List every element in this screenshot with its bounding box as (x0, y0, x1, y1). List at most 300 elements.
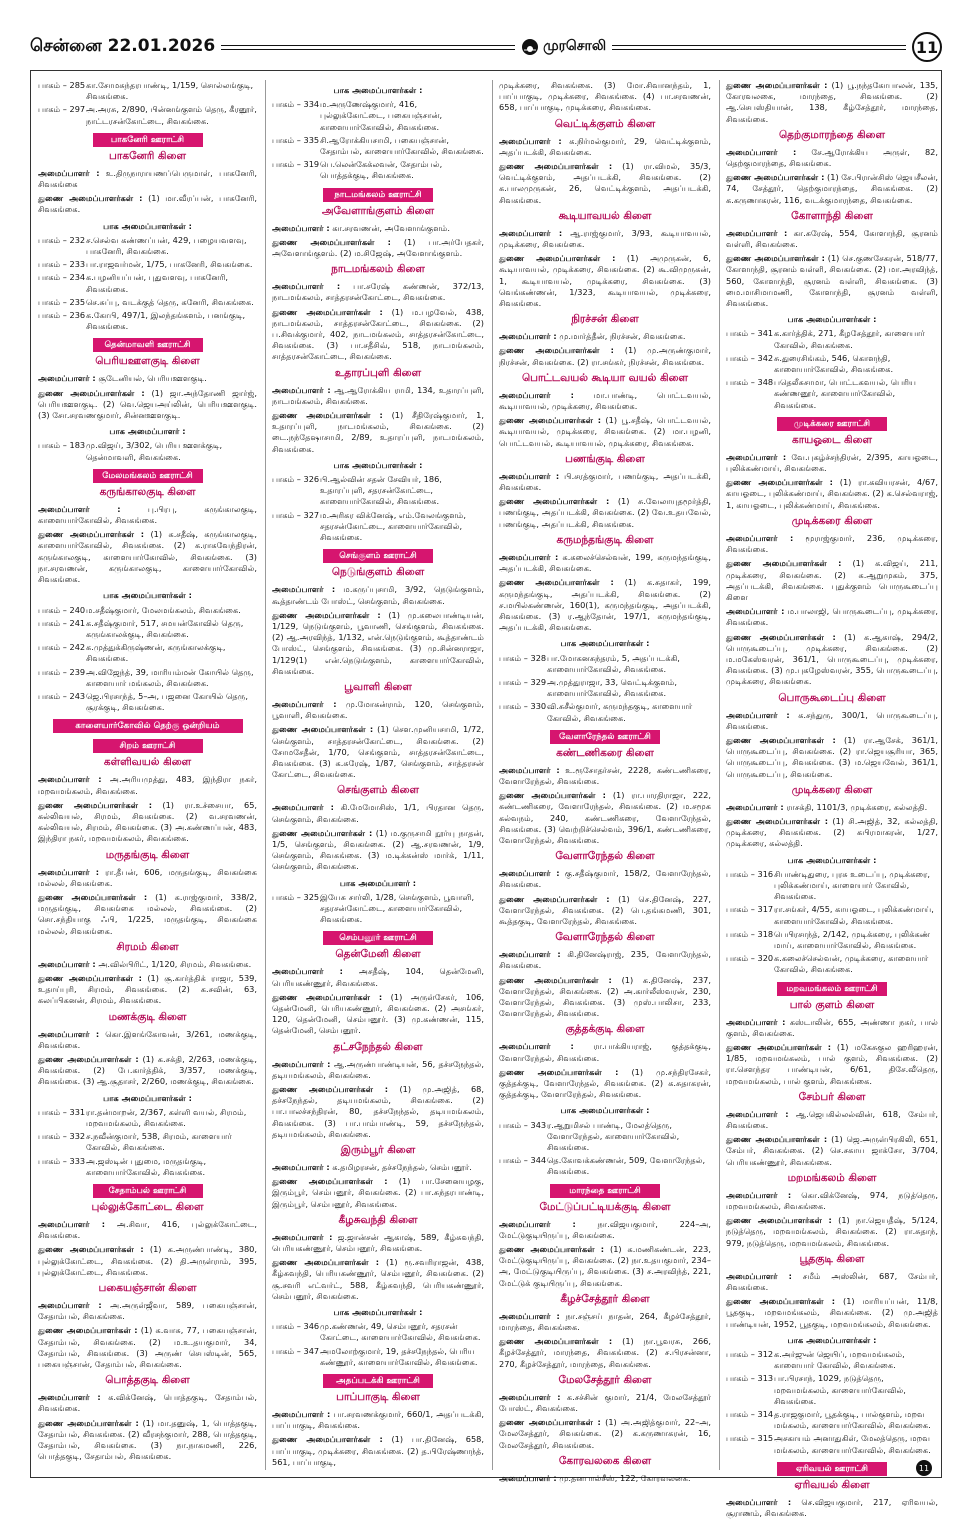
booth-organiser: சி.ஆரோக்கியசாமி, பகையஞ்சான், சேதாம்பல், காளையார்கோவில், சிவகங்கை. (320, 134, 484, 157)
branch-heading: உதாரப்புளி கிளை (334, 366, 422, 379)
organiser-entry (272, 1232, 484, 1254)
rising-sun-icon (521, 38, 539, 56)
masthead-rule (221, 45, 515, 50)
role-label: துணை அமைப்பாளர்கள் : (726, 1296, 836, 1307)
booth-entry (726, 1349, 938, 1371)
booth-number: பாகம் – 297 (38, 104, 86, 115)
organiser-entry (499, 331, 711, 342)
booth-number: பாகம் – 346 (272, 1321, 320, 1332)
organiser-details: (1) அ.அஜித்குமார், 22–அ, மேலசேத்தூர், சிவகங்கை. (2) க.கருணாகரன், 16, மேலசேத்தூர், சிவகங்கை. (499, 1417, 712, 1450)
organiser-details: ம.கருப்புசாமி, 3/92, நெடுங்குளம், கூத்தாண்டம் போஸ்ட், செங்குளம், சிவகங்கை. (272, 584, 484, 606)
role-label: அமைப்பாளர் : (726, 1016, 786, 1027)
organiser-entry (272, 307, 484, 363)
booth-entry (38, 104, 257, 126)
role-label: அமைப்பாளர் : (726, 146, 797, 157)
role-label: துணை அமைப்பாளர்கள் : (726, 253, 825, 264)
panchayat-heading: செங்குளம் ஊராட்சி (323, 549, 433, 563)
role-label: அமைப்பாளர் : (272, 384, 331, 395)
role-label: துணை அமைப்பாளர்கள் : (38, 972, 142, 983)
organiser-entry (726, 477, 938, 511)
booth-number: பாகம் – 347 (272, 1345, 320, 1356)
booth-entry (726, 1433, 938, 1455)
booth-organiser: பெபிரசாந்த், 2/142, முடிக்கரை, புலிக்கண் மாய், காளையார்கோவில், சிவகங்கை. (774, 928, 931, 950)
role-label: துணை அமைப்பாளர்கள் : (499, 577, 614, 588)
entry-continuation: முடிக்கரை, சிவகங்கை. (3) மோ.சிவானந்தம், 1, பாப்பாகுடி, முடிக்கரை, சிவகங்கை. (4) பா.சரவணன், 658, பாப்பாகுடி, முடிக்கரை, சிவகங்கை. (499, 80, 711, 113)
branch-heading: கள்ளிவயல் கிளை (103, 756, 192, 769)
booth-organiser: பெ.லென்கேக்லவன், சேதாம்பல், பொத்தக்குடி, சிவகங்கை. (320, 159, 443, 181)
role-label: துணை அமைப்பாளர்கள் : (272, 827, 373, 838)
role-label: துணை அமைப்பாளர்கள் : (499, 790, 606, 801)
role-label: அமைப்பாளர் : (726, 1496, 792, 1507)
booth-organiser: மு.விஜய், 3/302, பெரிய ஊளக்குடி, தென்மாவளி, சிவகங்கை. (86, 440, 223, 462)
role-label: அமைப்பாளர் : (726, 1189, 792, 1200)
booth-entry (38, 310, 257, 332)
organiser-details: கி.தினேஷ்ராஜ், 235, வேளாரேந்தல், சிவகங்கை. (499, 949, 711, 971)
branch-heading: பூவாளி கிளை (344, 680, 412, 693)
booth-number: பாகம் – 330 (499, 701, 547, 712)
branch-heading: இரும்பூர் கிளை (340, 1144, 416, 1157)
role-label: துணை அமைப்பாளர்கள் : (38, 891, 148, 902)
role-label: துணை அமைப்பாளர்கள் : (499, 253, 616, 264)
booth-organiser: க.அர்ஜுன் ஜெயிப், மறவமங்கலம், காளையார் கோவில், சிவகங்கை. (774, 1349, 905, 1371)
role-label: அமைப்பாளர் : (499, 764, 560, 775)
role-label: அமைப்பாளர் : (499, 949, 561, 960)
organiser-details: (1) செ.தினேஷ், 227, வேளாரேந்தல், சிவகங்கை. (2) பெ.தங்கமணி, 301, கூத்தகுடி, வேளாரேந்தல், சிவகங்கை. (499, 893, 711, 926)
organiser-entry (499, 161, 711, 206)
organiser-details: செ.விஜயகுமார், 217, ஏரிவயல், சூராணம், சிவகங்கை. (726, 1496, 938, 1519)
branch-heading: பொருகூடைப்பு கிளை (778, 691, 886, 704)
organiser-details: ஆ.ஆரோக்கிய ராமி, 134, உதாரப்புளி, நாடமங்கலம், சிவகங்கை. (272, 384, 484, 406)
panchayat-heading: நாடமங்கலம் ஊராட்சி (323, 188, 433, 202)
booth-organiser: அ.விஜேந்த், 39, மாரியம்மன் கோயில் தெரு, காளையார் மங்கலம், சிவகங்கை. (86, 666, 254, 688)
organiser-details: (1) மகேசுகுல ஹரிஹரன், 1/85, மறவமங்கலம், பால் குளம், சிவகங்கை. (2) ரா.செளந்தர பாண்டியன், 6/61, திசே.வீதெரு, மறவமங்கலம், பால் குளம், சிவகங்கை. (726, 1042, 938, 1086)
booth-number: பாகம் – 318 (726, 928, 774, 939)
booth-number: பாகம் – 239 (38, 666, 86, 677)
organiser-entry (38, 1325, 257, 1370)
role-label: அமைப்பாளர் : (38, 373, 96, 384)
panchayat-heading: சிறம் ஊராட்சி (93, 739, 203, 753)
booth-entry (38, 297, 257, 308)
booth-organiser: வி.சுசீல்குமார், கருமந்தகுடி, காளையார் கோவில், சிவகங்கை. (547, 701, 693, 723)
organiser-entry (499, 975, 711, 1020)
column-1 (38, 80, 257, 1470)
organiser-entry (726, 1017, 938, 1039)
organiser-entry (272, 828, 484, 873)
organiser-entry (726, 1296, 938, 1330)
booth-entry (272, 135, 484, 157)
organiser-details: (1) க.தினேஷ், 237, வேளாரேந்தல், சிவகங்கை. (2) அ.கார்லீஸ்வரன், 230, வேளாரேந்தல், சிவகங்கை. (3) முஸ்.பாலிசா, 233, வேளாரேந்தல், சிவகங்கை. (499, 974, 711, 1019)
organiser-details: (1) ரா.ஆசேக், 361/1, பொருகூடைப்பு, சிவகங்கை. (2) ரா.ஜெயசூரியா, 365, பொருகூடைப்பு, சிவகங்கை. (3) ம.ஜெயவேல், 361/1, பொருகூடைப்பு, சிவகங்கை. (726, 734, 938, 779)
booth-organiser: அ.அரசு, 2/890, பின்னங்குளம் தெரு, கீரனூர், நாட்டரசன்கோட்டை, சிவகங்கை. (86, 104, 257, 126)
booth-number: பாகம் – 334 (272, 99, 320, 110)
booth-organiser: ச.செல்வ கண்ணப்பன், 429, பழையவளவு, பாகனேரி, சிவகங்கை. (86, 234, 247, 257)
booth-number: பாகம் – 234 (38, 272, 86, 283)
organiser-entry (272, 281, 484, 303)
role-label: துணை அமைப்பாளர்கள் : (726, 815, 828, 826)
organiser-details: மு.தனபால்சீஸ், 122, கோரவலகை. (559, 1472, 691, 1483)
role-label: அமைப்பாளர் : (499, 551, 559, 562)
organiser-details: (1) மு.கலைபாண்டியன், 1/129, நெடுங்குளம், பூவாணி, செங்குளம், சிவகங்கை. (2) ஆ.அரவிந்த், 1/132, என்.நெடுங்குளம், கூத்தாண்டம் போஸ்ட், செங்குளம், சிவகங்கை. (3) மு.சின்னராஜா, 1/129(1) என்.நெடுங்குளம், காளையார்கோவில், சிவகங்கை. (272, 609, 485, 676)
organiser-details: மா.பாண்டி, பொட்டவயல், கூடியாவயல், முடிக்கரை, சிவகங்கை. (499, 389, 711, 412)
branch-heading: மேலசேத்தூர் கிளை (558, 1373, 652, 1386)
panchayat-heading: பாகனேரி ஊராட்சி (93, 133, 203, 147)
branch-heading: பாப்பாகுடி கிளை (336, 1391, 420, 1404)
booth-organiser: க.கலைச்செல்வன், முடிக்கரை, காளையார் கோவில், சிவகங்கை. (774, 953, 929, 975)
booth-number: பாகம் – 333 (38, 1155, 86, 1166)
role-label: துணை அமைப்பாளர்கள் : (726, 172, 825, 183)
organiser-entry (38, 168, 257, 190)
role-label: துணை அமைப்பாளர்கள் : (272, 1176, 388, 1187)
booth-organiser: அ.ஜஸ்டின் புதுமை, மருதங்குடி, காளையார்கோவில், சிவகங்கை. (86, 1155, 207, 1177)
branch-heading: கண்டணிகரை கிளை (556, 746, 654, 759)
organiser-details: (1) க.வாசு, 77, பகையஞ்சான், சேதாம்பல், சிவகங்கை. (2) ம.உ.தயகுமார், 34, சேதாம்பல், சிவகங்கை. (3) அருண் செபஸ்டின், 565, பகையஞ்சான், சேதாம்பல், சிவகங்கை. (38, 1325, 257, 1370)
booth-entry (726, 1373, 938, 1407)
booth-organiser: தெ.கோவக்கண்ணன், 509, வேளாரேந்தல், சிவகங்கை. (547, 1155, 706, 1177)
booth-entry (499, 701, 711, 723)
organiser-details: அ.அரியமுத்து, 483, இந்திரா நகர், மறவமங்கலம், சிவகங்கை. (38, 774, 257, 796)
role-label: துணை அமைப்பாளர்கள் : (272, 1084, 389, 1094)
organiser-entry (726, 80, 938, 125)
organiser-details: க.விக்னேஷ், பொத்தகுடி, சேதாம்பல், சிவகங்கை. (38, 1392, 257, 1414)
role-label: அமைப்பாளர் : (272, 1162, 330, 1173)
organiser-details: (1) சீதிரேஷ்குமார், 1, உதாரப்புளி, நாடமங்கலம், சிவகங்கை. (2) டை.நந்தேஷாசாமி, 2/89, உதாரப்புளி, நாடமங்கலம், சிவகங்கை. (272, 410, 484, 454)
role-label: துணை அமைப்பாளர்கள் : (38, 1417, 139, 1428)
organiser-details: ஆ.அருண்பாண்டியன், 56, தச்சநேந்தல், தடியமங்கலம், சிவகங்கை. (272, 1058, 484, 1080)
booth-entry (272, 1346, 484, 1368)
organiser-details: பா.சரேஷ் கண்ணன், 372/13, நாடமங்கலம், சாத்தரசன்கோட்டை, சிவகங்கை. (272, 281, 484, 303)
organiser-details: க.சச்சின் குமார், 21/4, மேலசேத்தூர் போஸ்ட், சிவகங்கை. (499, 1391, 711, 1414)
role-label: அமைப்பாளர் : (499, 1472, 557, 1483)
organiser-entry (499, 1336, 711, 1370)
organiser-entry (726, 710, 938, 732)
booth-organisers-heading: பாக அமைப்பாளர்கள் : (787, 854, 877, 865)
role-label: அமைப்பாளர் : (726, 532, 794, 543)
booth-number: பாகம் – 315 (726, 1433, 774, 1444)
branch-heading: பெரியஊளகுடி கிளை (95, 355, 200, 368)
organiser-entry (38, 774, 257, 796)
role-label: அமைப்பாளர் : (38, 774, 102, 785)
organiser-details: க.தமிழரசன், தச்சநேந்தல், செம்பனூர். (332, 1162, 472, 1173)
booth-number: பாகம் – 316 (726, 868, 774, 879)
organiser-details: கி.மேமோசிஸ், 1/1, பிரதான தெரு, செங்குளம், சிவகங்கை. (272, 802, 484, 824)
role-label: துணை அமைப்பாளர்கள் : (38, 1325, 138, 1336)
branch-heading: முடிக்கரை கிளை (791, 514, 873, 527)
booth-entry (38, 642, 257, 664)
booth-organisers-heading: பாக அமைப்பாளர்கள் : (103, 590, 192, 601)
branch-heading: ஏரிவயல் கிளை (794, 1478, 870, 1491)
role-label: துணை அமைப்பாளர்கள் : (38, 799, 152, 810)
organiser-details: (1) ரூ.சவரிராஜன், 438, கீழ்சுவந்தி, பெரியகண்ணூர், செம்பனூர், சிவகங்கை. (2) சூ.சவரி எட்வர்ட், 588, கீழ்சுவந்தி, பெரியகண்ணூர், செம்பனூர், சிவகங்கை. (272, 1257, 484, 1301)
booth-number: பாகம் – 325 (272, 891, 320, 902)
panchayat-heading: மாரந்தை ஊராட்சி (550, 1184, 660, 1198)
role-label: அமைப்பாளர் : (726, 227, 788, 238)
organiser-details: (1) க.மணிகண்டன், 223, மேட்டுகுடியிருப்பு, சிவகங்கை. (2) நா.உதயகுமார், 234–அ, மேட்டுகுடியிருப்பு, சிவகங்கை. (3) ச.அரவிந்த், 221, மேட்டுக் குடியிருப்பு, சிவகங்கை. (499, 1244, 711, 1288)
organiser-entry (38, 1392, 257, 1414)
role-label: அமைப்பாளர் : (726, 606, 785, 617)
branch-heading: மருதங்குடி கிளை (105, 848, 190, 861)
organiser-entry (726, 632, 938, 688)
organiser-details: சூடேனியல், பெரியஊளகுடி. (98, 373, 207, 384)
organiser-details: (1) நா.பூவரசு, 266, கீழச்சேத்தூர், மாரந்தை, சிவகங்கை. (2) ச.பிரசன்னா, 270, கீழச்சேத்தூர், மாரந்தை, சிவகங்கை. (499, 1336, 711, 1369)
branch-heading: காயஓடை கிளை (792, 433, 872, 446)
organiser-entry (38, 504, 257, 526)
role-label: அமைப்பாளர் : (38, 167, 100, 178)
booth-organisers-heading: பாக அமைப்பாளர்கள் : (333, 459, 423, 470)
branch-heading: சிரமம் கிளை (116, 940, 179, 953)
organiser-entry (499, 390, 711, 412)
panchayat-heading: அதப்படக்கி ஊராட்சி (323, 1374, 433, 1388)
branch-heading: பணங்குடி கிளை (565, 452, 645, 465)
organiser-details: பி.சரத்குமார், பணங்குடி, அதப்படக்கி, சிவகங்கை. (499, 470, 711, 493)
organiser-details: (1) ம.குருசாமி நூர்யு நாதன், 1/5, செங்குளம், சிவகங்கை. (2) ஆ.சரவணன், 1/9, செங்குளம், சிவகங்கை. (3) ம.டிக்கன்ஸ் மார்க், 1/11, செங்குளம், சிவகங்கை. (272, 827, 484, 872)
organiser-entry (272, 610, 484, 677)
organiser-entry (499, 136, 711, 158)
organiser-entry (272, 1059, 484, 1081)
organiser-details: (1) மாரியப்பன், 11/8, பூதகுடி, மறவமங்கலம், சிவகங்கை. (2) மு.அஜித் பாண்டியன், 1952, பூதகுடி, மறவமங்கலம், சிவகங்கை. (726, 1296, 938, 1329)
role-label: அமைப்பாளர் : (499, 227, 563, 238)
role-label: துணை அமைப்பாளர்கள் : (38, 529, 145, 540)
organiser-details: (1) க.விஜய், 211, முடிக்கரை, சிவகங்கை. (2) க.ஆறுமுகம், 375, அதப்படக்கி, சிவகங்கை. புதுக்குளம் பொருகூடைப்பு கிளை (726, 558, 939, 602)
role-label: அமைப்பாளர் : (499, 1310, 560, 1321)
branch-heading: பூதகுடி கிளை (799, 1252, 865, 1265)
branch-heading: கோரவலகை கிளை (558, 1454, 652, 1467)
booth-entry (726, 953, 938, 975)
booth-number: பாகம் – 317 (726, 904, 774, 915)
role-label: அமைப்பாளர் : (38, 866, 100, 877)
organiser-details: ம.பாலாஜி, பொருகூடைப்பு, முடிக்கரை, சிவகங்கை. (726, 606, 938, 628)
booth-number: பாகம் – 329 (499, 676, 547, 687)
booth-organiser: பதெலீசுசாமா, பொட்டகவயல், பெரிய கண்ணனூர், காளையார்கோவில், சிவகங்கை. (774, 377, 917, 410)
role-label: துணை அமைப்பாளர்கள் : (726, 734, 836, 745)
booth-organiser: ரா.சங்கர், 4/55, காயஓடை, புலிக்கண்மாய், காளையார்கோவில், சிவகங்கை. (774, 904, 934, 926)
role-label: துணை அமைப்பாளர்கள் : (272, 724, 374, 735)
booth-number: பாகம் – 319 (272, 159, 320, 170)
booth-entry (726, 353, 938, 375)
organiser-details: (1) சூ.கார்த்திக் ராஜா, 539, உதாய்புரி, சிரமம், சிவகங்கை. (2) க.சவின், 63, கலப்பிகனன், சிரமம், சிவகங்கை. (38, 972, 257, 1006)
role-label: அமைப்பாளர் : (272, 1058, 331, 1069)
organiser-entry (499, 496, 711, 530)
role-label: துணை அமைப்பாளர்கள் : (499, 345, 614, 356)
role-label: அமைப்பாளர் : (499, 1041, 574, 1052)
booth-organisers-heading: பாக அமைப்பாளர் : (109, 426, 186, 437)
organiser-details: (1) பா.தினேஷ், 658, பாப்பாகுடி, முடிக்கரை, சிவகங்கை. (2) த.பிரேஷ்ணாந்த், 561, பாப்பாகுடி, (272, 1434, 484, 1467)
organiser-details: (1) பா.அர்பேதகர், அவேளாங்குளம். (2) ம.சிஜேஷ், அவேளாங்குளம். (272, 236, 485, 259)
panchayat-heading: வேளாரேந்தல் ஊராட்சி (550, 730, 660, 744)
role-label: துணை அமைப்பாளர்கள் : (499, 1244, 605, 1255)
organiser-details: ரா.தீபன், 606, மருதங்குடி, சிவகங்கை மல்லல், சிவகங்கை. (38, 866, 257, 888)
booth-organiser: பி.ஆல்வின் சதன் சேவியர், 186, உதாரப்புளி, சதரசன்கோட்டை, காளையார்கோவில், சிவகங்கை. (320, 474, 442, 507)
booth-number: பாகம் – 344 (499, 1155, 547, 1166)
organiser-entry (726, 452, 938, 474)
organiser-details: கு.சதீஷ்குமார், 158/2, வேளாரேந்தல், சிவகங்கை. (499, 868, 711, 890)
organiser-details: ராசக்தி, 1101/3, முடிக்கரை, கல்லத்தி. (786, 801, 928, 812)
organiser-entry (499, 577, 711, 633)
booth-number: பாகம் – 235 (38, 296, 86, 307)
branch-heading: வெட்டிக்குளம் கிளை (554, 117, 656, 130)
paper-name: முரசொலி (543, 38, 607, 54)
organiser-entry (38, 867, 257, 889)
organiser-details: (1) மா.தனுஷ், 1, பொத்தகுடி, சேதாம்பல், சிவகங்கை. (2) வீரசந்குமார், 288, பொத்தகுடி, சேதாம்பல், சிவகங்கை. (3) நா.நாகமணி, 226, பொத்தகுடி, சேதாம்பல், சிவகங்கை. (38, 1417, 257, 1462)
organiser-entry (499, 1219, 711, 1241)
role-label: அமைப்பாளர் : (726, 1108, 789, 1119)
organiser-details: நா.விஜயகுமார், 224–அ, மேட்டுகுடியிருப்பு, சிவகங்கை. (499, 1218, 711, 1240)
booth-organiser: க.முத்துக்கிருஷ்ணன், கருங்காலக்குடி, சிவகங்கை. (86, 642, 226, 664)
booth-organiser: ஜெ.பிரசாந்த், 5–அ, பஜனை கோயில் தெரு, சூரக்குடி, சிவகங்கை. (86, 690, 248, 713)
organiser-details: கொ.விக்னேஷ், 974, நடுத்தெரு, மறவமங்கலம், சிவகங்கை. (726, 1189, 938, 1212)
organiser-details: ஜ.ஜான்சன் ஆகாஷ், 589, கீழ்சுவந்தி, பெரியகண்ணூர், செம்பனூர், சிவகங்கை. (272, 1231, 484, 1254)
booth-number: பாகம் – 332 (38, 1131, 86, 1142)
organiser-details: சே.ஆரோக்கிய அருள், 82, தெற்குமாரந்தை, சிவகங்கை. (726, 146, 938, 169)
footer-page-number: 11 (916, 1460, 932, 1476)
organiser-entry (499, 949, 711, 971)
booth-entry (38, 1156, 257, 1178)
organiser-details: (1) க.ராஜ்குமார், 338/2, மருதங்குடி, சிவகங்கை மல்லல், சிவகங்கை. (2) சொ.சந்தியாகு ஃபி, 1/225, மருதங்குடி, சிவகங்கை மல்லல், சிவகங்கை. (38, 891, 257, 936)
booth-organisers-heading: பாக அமைப்பாளர்கள் : (560, 638, 650, 649)
branch-heading: அவேளாங்குளம் கிளை (321, 204, 435, 217)
organiser-entry (726, 1042, 938, 1087)
branch-heading: பொத்தகுடி கிளை (105, 1374, 190, 1387)
booth-organiser: இயேசு சார்லி, 1/28, செங்குளம், பூவாளி, சதரசன்கோட்டை, காளையார்கோவில், சிவகங்கை. (320, 891, 475, 925)
role-label: அமைப்பாளர் : (499, 470, 560, 481)
organiser-details: (1) க.சுதாகர், 199, கருமந்தங்குடி, அதப்படக்கி, சிவகங்கை. (2) ச.மயில்கண்ணன், 160(1), கருமந்தங்குடி, அதப்படக்கி, சிவகங்கை. (3) ர.ஆந்தோன், 197/1, கருமந்தங்குடி, அதப்படக்கி, சிவகங்கை. (499, 577, 711, 633)
organiser-entry (726, 228, 938, 250)
organiser-details: (1) ரா.உச்சையா, 65, கல்லிவயல், சிரமம், சிவகங்கை. (2) வ.சரவணன், கல்லிவயல், சிரமம், சிவகங்கை. (3) அ.கண்ணப்பன், 483, இந்திரா நகர், மறவமங்கலம், சிவகங்கை. (38, 799, 258, 844)
role-label: அமைப்பாளர் : (726, 709, 790, 720)
role-label: துணை அமைப்பாளர்கள் : (726, 1042, 831, 1052)
role-label: துணை அமைப்பாளர்கள் : (499, 1066, 619, 1077)
booth-organiser: ம.சதீஷ்குமார், மேலமங்கலம், சிவகங்கை. (86, 604, 241, 615)
role-label: துணை அமைப்பாளர்கள் : (726, 477, 833, 488)
role-label: அமைப்பாளர் : (272, 222, 330, 233)
organiser-entry (272, 410, 484, 455)
organiser-entry (499, 552, 711, 574)
organiser-entry (726, 558, 938, 603)
booth-number: பாகம் – 327 (272, 509, 320, 520)
panchayat-heading: சேதாம்பல் ஊராட்சி (93, 1184, 203, 1198)
organiser-details: க.சந்துரு, 300/1, பொருகூடைப்பு, சிவகங்கை. (726, 709, 938, 731)
article-columns (38, 80, 939, 1519)
role-label: துணை அமைப்பாளர்கள் : (272, 991, 383, 1002)
booth-organiser: ரா.தன்மாறன், 2/367, கள்ளி வயல், சிரமம், மறவமங்கலம், சிவகங்கை. (86, 1106, 247, 1128)
branch-heading: தென்மேனி கிளை (335, 948, 421, 961)
column-4 (719, 80, 939, 1519)
role-label: அமைப்பாளர் : (38, 1392, 101, 1403)
organiser-entry (726, 606, 938, 628)
role-label: அமைப்பாளர் : (38, 503, 121, 514)
organiser-entry (38, 959, 257, 970)
branch-heading: வேளாரேந்தல் கிளை (555, 931, 655, 944)
booth-entry (726, 377, 938, 411)
booth-organiser: அமலோற்குமார், 19, தச்சநேந்தல், பெரிய கண்ணூர், காளையார்கோவில், சிவகங்கை. (320, 1345, 478, 1367)
booth-organiser: த.ராஜகுமார், பூதக்குடி, பால்குளம், மறவ மங்கலம், காளையார்கோவில், சிவகங்கை. (774, 1409, 931, 1431)
booth-entry (272, 474, 484, 508)
organiser-entry (272, 237, 484, 259)
organiser-entry (272, 724, 484, 780)
organiser-entry (499, 894, 711, 928)
organiser-entry (726, 172, 938, 206)
organiser-details: (1) மு.அஜித், 68, தச்சநேந்தல், தடியமங்கலம், சிவகங்கை. (2) பா.பாலச்சந்திரன், 80, தச்சநேந்தல், தடியமங்கலம், சிவகங்கை. (3) பா.பாம்பாண்டி, 59, தச்சநேந்தல், தடியமங்கலம், சிவகங்கை. (272, 1084, 484, 1139)
booth-organiser: க.சதீஷ்குமார், 517, சமயன்கோவில் தெரு, கருங்காலக்குடி, சிவகங்கை. (86, 617, 244, 639)
organiser-entry (272, 1084, 484, 1140)
organiser-entry (499, 415, 711, 449)
booth-organiser: ம.அருணேஷ்குமார், 416, புல்லுக்கோட்டை, பகையஞ்சான், காளையார்கோவில், சிவகங்கை. (320, 99, 443, 132)
booth-organiser: பா.மோகனசுந்தரம், 5, அதப்படக்கி, காளையார்கோவில், சிவகங்கை. (547, 652, 680, 674)
organiser-entry (726, 1109, 938, 1131)
role-label: அமைப்பாளர் : (499, 331, 557, 342)
organiser-entry (272, 1409, 484, 1431)
booth-organiser: ச.நவீன்குமார், 538, சிரமம், காளையார் கோவில், சிவகங்கை. (86, 1131, 232, 1153)
organiser-entry (499, 228, 711, 250)
organiser-details: (1) ஜெ.அருள்பிரகிலி, 651, சேம்பர், சிவகங்கை. (2) செ.சகாய ஜாக்சோ, 3/704, பெரியகண்ணூர், சிவகங்கை. (726, 1134, 938, 1167)
organiser-details: பு.பிரபு, கருங்காலகுடி, காளையார்கோவில், சிவகங்கை. (38, 503, 257, 526)
paper-logo (521, 38, 606, 56)
page-number: 11 (912, 32, 942, 62)
organiser-entry (272, 1434, 484, 1468)
organiser-details: ரா.பாக்கியராஜ், குத்தக்குடி, வேளாரேந்தல், சிவகங்கை. (499, 1041, 711, 1063)
organiser-entry (726, 147, 938, 169)
organiser-entry (726, 816, 938, 850)
organiser-entry (726, 1497, 938, 1519)
organiser-details: (1) பூ.நந்தகோபாலன், 135, கோரவலகை, மாரந்தை, சிவகங்கை. (2) ஆ.செபஸ்தியான், 138, கீழ்சேத்தூர், மாரந்தை, சிவகங்கை. (726, 80, 938, 124)
branch-heading: மேட்டுப்பட்டியக்குடி கிளை (539, 1200, 671, 1213)
organiser-details: (1) சு.வேலாயுதமூர்த்தி, பணங்குடி, அதப்படக்கி, சிவகங்கை. (2) வே.உதயவேல், பணங்குடி, அதப்படக்கி, சிவகங்கை. (499, 496, 712, 529)
organiser-details: கொ.இளங்கோவன், 3/261, மணக்குடி, சிவகங்கை. (38, 1028, 257, 1050)
organiser-details: அசதீஷ், 104, தென்மேனி, பெரியகண்ணூர், சிவகங்கை. (272, 966, 484, 988)
organiser-details: மு.மார்த்தீன், நிரச்சன், சிவகங்கை. (559, 331, 686, 342)
organiser-entry (38, 1219, 257, 1241)
role-label: அமைப்பாளர் : (272, 698, 337, 709)
role-label: அமைப்பாளர் : (272, 281, 341, 292)
booth-number: பாகம் – 320 (726, 953, 774, 964)
booth-organiser: அ.முத்துராஜா, 33, வெட்டிக்குளம், காளையார்கோவில், சிவகங்கை. (547, 676, 677, 699)
branch-heading: கருங்காலகுடி கிளை (99, 485, 196, 498)
booth-entry (38, 259, 257, 270)
booth-entry (38, 691, 257, 713)
panchayat-heading: மேலமங்கலம் ஊராட்சி (93, 469, 203, 483)
booth-organiser: ர.ஆறுமிசல் பாண்டி, மேலத்தெரு, வேளாரேந்தல், காளையார்கோவில், சிவகங்கை. (547, 1119, 680, 1153)
organiser-details: (1) பா.சேனையழகு, இரும்பூர், செம்பனூர், சிவகங்கை. (2) பா.சுந்தரபாண்டி, இரும்பூர், செம்பனூர், சிவகங்கை. (272, 1176, 485, 1209)
role-label: அமைப்பாளர் : (38, 1300, 102, 1311)
role-label: துணை அமைப்பாளர்கள் : (272, 306, 383, 317)
booth-number: பாகம் – 243 (38, 690, 86, 701)
branch-heading: மறமங்கலம் கிளை (787, 1171, 877, 1184)
masthead (30, 34, 942, 60)
booth-number: பாகம் – 313 (726, 1373, 774, 1384)
organiser-details: கா.சுரேஷ், 554, கோளாந்தி, சூரனம் வள்ளி, சிவகங்கை. (726, 227, 938, 250)
booth-number: பாகம் – 314 (726, 1409, 774, 1420)
panchayat-heading: ஏரிவயல் ஊராட்சி (777, 1462, 887, 1476)
role-label: துணை அமைப்பாளர்கள் : (272, 609, 381, 620)
organiser-entry (499, 1473, 711, 1484)
booth-number: பாகம் – 232 (38, 234, 86, 245)
booth-entry (726, 904, 938, 926)
role-label: துணை அமைப்பாளர்கள் : (726, 1134, 828, 1145)
organiser-details: அ.வில்பிரிட், 1/120, சிரமம், சிவகங்கை. (98, 958, 252, 969)
organiser-entry (272, 802, 484, 824)
organiser-details: அ.அருள்ஜீவா, 589, பகையஞ்சான், சேதாம்பல், சிவகங்கை. (38, 1300, 257, 1322)
organiser-details: (1) ரா.பாரதிராஜா, 222, கண்டணிகரை, வேளாரேந்தல், சிவகங்கை. (2) ம.சமூக கல்வநம், 240, கண்டணிகரை, வேளாரேந்தல், சிவகங்கை. (3) வெற்றிச்செல்வம், 396/1, கண்டணிகரை, வேளாரேந்தல், சிவகங்கை. (499, 790, 711, 845)
role-label: அமைப்பாளர் : (499, 1391, 561, 1402)
branch-heading: கருமந்தங்குடி கிளை (556, 533, 654, 546)
panchayat-heading: காளையார்கோவில் தெற்கு ஒன்றியம் (53, 719, 243, 733)
organiser-details: சமீம் அஸ்லின், 687, சேம்பர், சிவகங்கை. (726, 1270, 938, 1293)
organiser-details: ஆ.ஜெபகில்லல்வின், 618, சேம்பர், சிவகங்கை. (726, 1108, 938, 1131)
branch-heading: கூடியாவயல் கிளை (558, 209, 652, 222)
organiser-details: நா.சஞ்சய் நாதன், 264, கீழச்சேத்தூர், மாரந்தை, சிவகங்கை. (499, 1310, 711, 1333)
organiser-entry (38, 1029, 257, 1051)
role-label: துணை அமைப்பாளர்கள் : (499, 415, 602, 426)
organiser-entry (272, 1176, 484, 1210)
